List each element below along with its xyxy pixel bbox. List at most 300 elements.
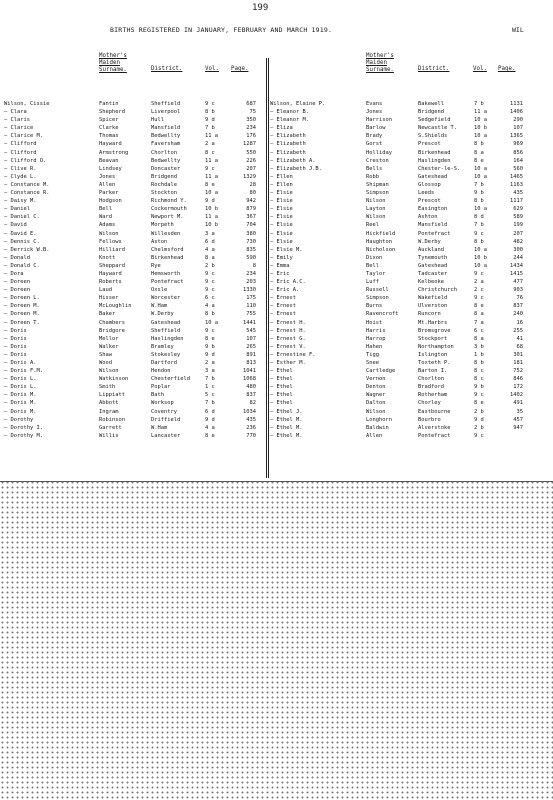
page-ref: 590 — [246, 254, 256, 261]
register-entry — [4, 399, 262, 407]
district: Worksop — [151, 400, 174, 407]
child-name: — Elsie — [270, 214, 293, 221]
district: Aston — [151, 238, 168, 245]
mother-maiden-surname: Holliday — [366, 149, 392, 156]
register-entry — [4, 375, 262, 383]
volume: 2 a — [474, 279, 484, 286]
district: Eastbourne — [418, 408, 451, 415]
mother-maiden-surname: Brady — [366, 133, 383, 140]
child-name: — Clara — [4, 109, 27, 116]
child-name: — Elsie — [270, 230, 293, 237]
register-entry — [270, 367, 550, 375]
child-name: — Esther M. — [270, 360, 306, 366]
child-name: — Doris F.M. — [4, 368, 43, 375]
register-entry — [4, 221, 262, 229]
page-ref: 770 — [246, 432, 256, 439]
register-entry — [4, 327, 262, 335]
page-ref: 1434 — [510, 262, 523, 269]
register-entry — [4, 140, 262, 148]
district: Mansfield — [418, 222, 448, 229]
mother-maiden-surname: Hisser — [99, 295, 119, 302]
mother-maiden-surname: Allen — [366, 432, 383, 439]
child-name: — Ellen — [270, 181, 293, 188]
mother-maiden-surname: Creston — [366, 157, 389, 164]
volume: 9 c — [205, 101, 215, 107]
register-entry — [4, 197, 262, 205]
mother-maiden-surname: Laud — [99, 287, 112, 294]
page-ref: 545 — [246, 327, 256, 334]
register-entry — [270, 262, 550, 270]
volume: 11 a — [205, 157, 218, 164]
register-entry — [270, 149, 550, 157]
mother-maiden-surname: Cartledge — [366, 368, 396, 375]
district: Faversham — [151, 141, 181, 148]
register-entry — [270, 278, 550, 286]
register-entry — [4, 343, 262, 351]
page-ref: 265 — [246, 343, 256, 350]
register-entry — [270, 416, 550, 424]
page-ref: 1365 — [510, 133, 523, 140]
page-ref: 240 — [513, 311, 523, 318]
volume: 7 b — [474, 101, 484, 107]
mother-maiden-surname: Luff — [366, 279, 379, 286]
district: Bourbro — [418, 416, 441, 423]
child-name: — Emma — [270, 262, 290, 269]
volume: 10 a — [474, 246, 487, 253]
child-name: — Elsie M. — [270, 246, 303, 253]
volume: 8 b — [474, 198, 484, 205]
register-entry — [4, 416, 262, 424]
volume: 8 b — [205, 109, 215, 116]
mother-maiden-surname: Harrop — [366, 335, 386, 342]
register-entry — [4, 319, 262, 327]
district: W.Ham — [151, 424, 168, 431]
page-ref: 244 — [513, 254, 523, 261]
page-ref: 82 — [249, 400, 256, 407]
child-name: — Dennis C. — [4, 238, 40, 245]
mother-maiden-surname: Shipman — [366, 181, 389, 188]
mother-maiden-surname: Ingram — [99, 408, 119, 415]
mother-maiden-surname: Russell — [366, 287, 389, 294]
district: Bath — [151, 392, 164, 399]
mother-maiden-surname: Wilson — [99, 368, 119, 375]
volume: 8 b — [205, 311, 215, 318]
register-entry — [270, 351, 550, 359]
child-name: — Elizabeth — [270, 133, 306, 140]
register-entry — [270, 319, 550, 327]
page-ref: 704 — [246, 222, 256, 229]
mother-maiden-surname: Taylor — [366, 270, 386, 277]
district: Stockport — [418, 335, 448, 342]
mother-maiden-surname: Tigg — [366, 351, 379, 358]
volume: 11 a — [205, 214, 218, 221]
page-ref: 16 — [516, 319, 523, 326]
register-entry — [4, 270, 262, 278]
volume: 8 a — [474, 311, 484, 318]
page-ref: 41 — [516, 335, 523, 342]
mother-maiden-surname: Baker — [99, 311, 116, 318]
volume: 8 e — [474, 400, 484, 407]
child-name: — Doreen M. — [4, 311, 40, 318]
page-ref: 813 — [246, 360, 256, 366]
district: Chorlton — [418, 376, 444, 383]
district: Rochdale — [151, 181, 177, 188]
mother-maiden-surname: Armstrong — [99, 149, 129, 156]
register-entry — [270, 246, 550, 254]
child-name: — Ethel — [270, 376, 293, 383]
district: Bridgend — [151, 173, 177, 180]
mother-maiden-surname: Baldwin — [366, 424, 389, 431]
district: Birkenhead — [418, 149, 451, 156]
volume: 5 c — [205, 392, 215, 399]
mother-maiden-surname: Harrison — [366, 117, 392, 124]
district: Bedwellty — [151, 157, 181, 164]
child-name: — Ethel M. — [270, 416, 303, 423]
child-name: — Ethel — [270, 368, 293, 375]
district: Toxteth P. — [418, 360, 451, 366]
left-column — [4, 52, 262, 440]
volume: 10 a — [205, 319, 218, 326]
district: W.Derby — [418, 238, 441, 245]
child-name: — Ethel — [270, 392, 293, 399]
child-name: — Doreen — [4, 287, 30, 294]
child-name: — Ernest H. — [270, 327, 306, 334]
vol-header: Vol. — [473, 66, 487, 72]
district: Runcorn — [418, 311, 441, 318]
district: Willesden — [151, 230, 181, 237]
page-title: BIRTHS REGISTERED IN JANUARY, FEBRUARY AND MARCH 1919. — [110, 26, 333, 34]
register-entry — [4, 254, 262, 262]
volume: 2 a — [205, 360, 215, 366]
district: Richmond Y. — [151, 198, 187, 205]
mother-maiden-surname: Parker — [99, 190, 119, 197]
register-entry — [270, 213, 550, 221]
mother-maiden-surname: Hayward — [99, 141, 122, 148]
mother-maiden-surname: Longhorn — [366, 416, 392, 423]
mother-maiden-surname: Hilliard — [99, 246, 125, 253]
volume: 10 a — [474, 165, 487, 172]
mother-maiden-surname: Beavan — [99, 157, 119, 164]
child-name: — Ethel M. — [270, 424, 303, 431]
child-name: Wilson, Cissie — [4, 101, 50, 107]
district: Alverstoke — [418, 424, 451, 431]
mother-maiden-surname: Wood — [99, 360, 112, 366]
district: Sheffield — [151, 327, 181, 334]
register-entry — [4, 351, 262, 359]
volume: 10 a — [474, 262, 487, 269]
child-name: — Doris — [4, 327, 27, 334]
mother-maiden-surname: Snee — [366, 360, 379, 366]
mother-maiden-surname: Willis — [99, 432, 119, 439]
child-name: — Elizabeth — [270, 141, 306, 148]
register-entry — [4, 124, 262, 132]
district: Haslingden — [151, 335, 184, 342]
page-ref: 435 — [513, 190, 523, 197]
mother-maiden-surname: Shepherd — [99, 109, 125, 116]
register-entry — [270, 100, 550, 108]
volume: 9 c — [205, 279, 215, 286]
page-ref: 477 — [513, 279, 523, 286]
child-name: Wilson, Elaine P. — [270, 101, 326, 107]
page-ref: 755 — [246, 311, 256, 318]
child-name: — Doris M. — [4, 408, 37, 415]
child-name: — Clive R. — [4, 165, 37, 172]
mother-maiden-surname: Hayward — [99, 270, 122, 277]
mother-maiden-surname: Adams — [99, 222, 116, 229]
volume: 2 b — [474, 424, 484, 431]
volume: 10 a — [205, 190, 218, 197]
page-ref: 35 — [516, 408, 523, 415]
child-name: — Eric — [270, 270, 290, 277]
district: Pontefract — [418, 432, 451, 439]
page-ref: 301 — [513, 351, 523, 358]
child-name: — Eliza — [270, 125, 293, 132]
volume: 9 d — [205, 198, 215, 205]
volume: 9 d — [205, 117, 215, 124]
mother-maiden-surname: Lindsey — [99, 165, 122, 172]
child-name: — Ernest H. — [270, 319, 306, 326]
register-entry — [270, 302, 550, 310]
page-ref: 175 — [246, 295, 256, 302]
page-ref: 203 — [246, 279, 256, 286]
district: Bromsgrove — [418, 327, 451, 334]
child-name: — Doris — [4, 335, 27, 342]
mother-maiden-surname: Robinson — [99, 416, 125, 423]
register-entry — [4, 189, 262, 197]
mothers-maiden-surname-header: Mother's Maiden Surname. — [366, 53, 394, 73]
register-entry — [270, 408, 550, 416]
mother-maiden-surname: Ward — [99, 214, 112, 221]
register-entry — [270, 108, 550, 116]
page-ref: 629 — [513, 206, 523, 213]
mother-maiden-surname: McLoughlin — [99, 303, 132, 310]
register-entry — [270, 189, 550, 197]
child-name: — Doreen L. — [4, 295, 40, 302]
page-ref: 1415 — [510, 270, 523, 277]
page-number: 199 — [252, 3, 269, 13]
child-name: — Ethel J. — [270, 408, 303, 415]
register-entry — [4, 278, 262, 286]
register-entry — [270, 124, 550, 132]
page-ref: 1131 — [510, 101, 523, 107]
district: Ashton — [418, 214, 438, 221]
register-entry — [270, 157, 550, 165]
mother-maiden-surname: Fantin — [99, 101, 119, 107]
page-ref: 1465 — [510, 173, 523, 180]
register-entry — [4, 246, 262, 254]
mother-maiden-surname: Bells — [366, 165, 383, 172]
volume: 9 b — [474, 190, 484, 197]
register-entry — [4, 359, 262, 367]
child-name: — Doreen — [4, 279, 30, 286]
volume: 9 c — [205, 327, 215, 334]
mother-maiden-surname: Abbott — [99, 400, 119, 407]
child-name: — Doris M. — [4, 400, 37, 407]
district: Barton I. — [418, 368, 448, 375]
register-entry — [270, 343, 550, 351]
child-name: — Ethel — [270, 400, 293, 407]
district: Lancaster — [151, 432, 181, 439]
column-divider — [268, 58, 269, 478]
district: Kelbeoke — [418, 279, 444, 286]
volume: 3 a — [205, 230, 215, 237]
volume: 8 b — [474, 360, 484, 366]
mother-maiden-surname: Fellows — [99, 238, 122, 245]
mother-maiden-surname: Sheppard — [99, 262, 125, 269]
page-ref: 1330 — [243, 287, 256, 294]
mother-maiden-surname: Vernon — [366, 376, 386, 383]
child-name: — Derrick W.B. — [4, 246, 50, 253]
volume: 10 b — [205, 206, 218, 213]
page-ref: 255 — [513, 327, 523, 334]
child-name: — Elizabeth J.B. — [270, 165, 322, 172]
register-entry — [270, 399, 550, 407]
register-entry — [270, 238, 550, 246]
volume: 2 c — [474, 287, 484, 294]
volume: 6 d — [205, 238, 215, 245]
district: Mt.Harbrs — [418, 319, 448, 326]
volume: 9 c — [474, 432, 484, 439]
register-entry — [4, 424, 262, 432]
mother-maiden-surname: Wilson — [366, 408, 386, 415]
register-entry — [4, 100, 262, 108]
mother-maiden-surname: Bell — [366, 262, 379, 269]
page-ref: 1402 — [510, 392, 523, 399]
register-entry — [4, 335, 262, 343]
volume: 8 e — [205, 335, 215, 342]
page-ref: 1441 — [243, 319, 256, 326]
volume: 9 d — [205, 416, 215, 423]
district: Rye — [151, 262, 161, 269]
child-name: — Doreen M. — [4, 303, 40, 310]
volume: 9 b — [474, 384, 484, 391]
mother-maiden-surname: Barlow — [366, 125, 386, 132]
page-ref: 350 — [246, 117, 256, 124]
child-name: — Dorothy I. — [4, 424, 43, 431]
mother-maiden-surname: Lippiatt — [99, 392, 125, 399]
district: Christchurch — [418, 287, 457, 294]
child-name: — Donald — [4, 254, 30, 261]
child-name: — Clifford — [4, 149, 37, 156]
child-name: — Doris L. — [4, 384, 37, 391]
mother-maiden-surname: Evans — [366, 101, 383, 107]
volume: 8 b — [474, 238, 484, 245]
page-ref: 107 — [246, 335, 256, 342]
register-entry — [4, 230, 262, 238]
scan-edge — [0, 481, 553, 482]
page-header: Page. — [231, 66, 249, 72]
child-name: — Doris M. — [4, 392, 37, 399]
volume-label: WIL — [512, 26, 524, 34]
register-entry — [4, 310, 262, 318]
left-column-header — [4, 52, 262, 100]
district: Gateshead — [418, 173, 448, 180]
district: Bridgend — [418, 109, 444, 116]
volume: 2 b — [205, 262, 215, 269]
volume: 4 a — [205, 246, 215, 253]
register-entry — [270, 424, 550, 432]
child-name: — Dorothy M. — [4, 432, 43, 439]
district: Northampton — [418, 343, 454, 350]
volume: 8 e — [205, 432, 215, 439]
child-name: — Daisy M. — [4, 198, 37, 205]
district: Worcester — [151, 295, 181, 302]
child-name: — Eleanor B. — [270, 109, 309, 116]
register-entry — [270, 197, 550, 205]
register-entry — [4, 262, 262, 270]
mother-maiden-surname: Clarke — [99, 125, 119, 132]
district: Chesterfield — [151, 376, 190, 383]
volume: 6 c — [474, 327, 484, 334]
child-name: — Elizabeth A. — [270, 157, 316, 164]
district: Bakewell — [418, 101, 444, 107]
register-entry — [270, 286, 550, 294]
child-name: — Clyde L. — [4, 173, 37, 180]
mother-maiden-surname: Roberts — [99, 279, 122, 286]
district: Hendon — [151, 368, 171, 375]
volume: 9 c — [474, 295, 484, 302]
district: Poplar — [151, 384, 171, 391]
page-ref: 1329 — [243, 173, 256, 180]
volume: 9 d — [474, 416, 484, 423]
mother-maiden-surname: Reel — [366, 222, 379, 229]
mother-maiden-surname: Layton — [366, 206, 386, 213]
page-ref: 380 — [246, 230, 256, 237]
child-name: — David — [4, 222, 27, 229]
child-name: — Clarice — [4, 125, 34, 132]
register-entry — [270, 140, 550, 148]
mother-maiden-surname: Chambers — [99, 319, 125, 326]
district: Driffield — [151, 416, 181, 423]
register-entry — [270, 230, 550, 238]
mother-maiden-surname: Jones — [99, 173, 116, 180]
child-name: — Clifford O. — [4, 157, 47, 164]
register-entry — [270, 310, 550, 318]
child-name: — Doris — [4, 343, 27, 350]
volume: 10 a — [474, 173, 487, 180]
volume: 3 b — [474, 343, 484, 350]
page-ref: 290 — [513, 117, 523, 124]
page-ref: 1068 — [243, 376, 256, 383]
district: Chorlton — [151, 149, 177, 156]
register-entry — [4, 383, 262, 391]
district: Bradford — [418, 384, 444, 391]
district: Haslingden — [418, 157, 451, 164]
child-name: — Eric A.C. — [270, 279, 306, 286]
mother-maiden-surname: Gorst — [366, 141, 383, 148]
district: Doncaster — [151, 165, 181, 172]
volume: 9 c — [205, 165, 215, 172]
district: Chester-le-S. — [418, 165, 461, 172]
volume: 2 a — [205, 141, 215, 148]
page-ref: 730 — [246, 238, 256, 245]
page-ref: 176 — [246, 133, 256, 140]
register-entry — [4, 149, 262, 157]
district: Ulverston — [418, 303, 448, 310]
volume: 11 a — [205, 173, 218, 180]
mother-maiden-surname: Smith — [99, 384, 116, 391]
page-ref: 76 — [516, 295, 523, 302]
volume: 2 b — [474, 408, 484, 415]
child-name: — Ethel M. — [270, 432, 303, 439]
page-ref: 942 — [246, 198, 256, 205]
volume: 1 c — [205, 384, 215, 391]
volume: 9 c — [474, 270, 484, 277]
register-entry — [270, 221, 550, 229]
register-entry — [270, 294, 550, 302]
page-ref: 1034 — [243, 408, 256, 415]
page-ref: 891 — [246, 351, 256, 358]
